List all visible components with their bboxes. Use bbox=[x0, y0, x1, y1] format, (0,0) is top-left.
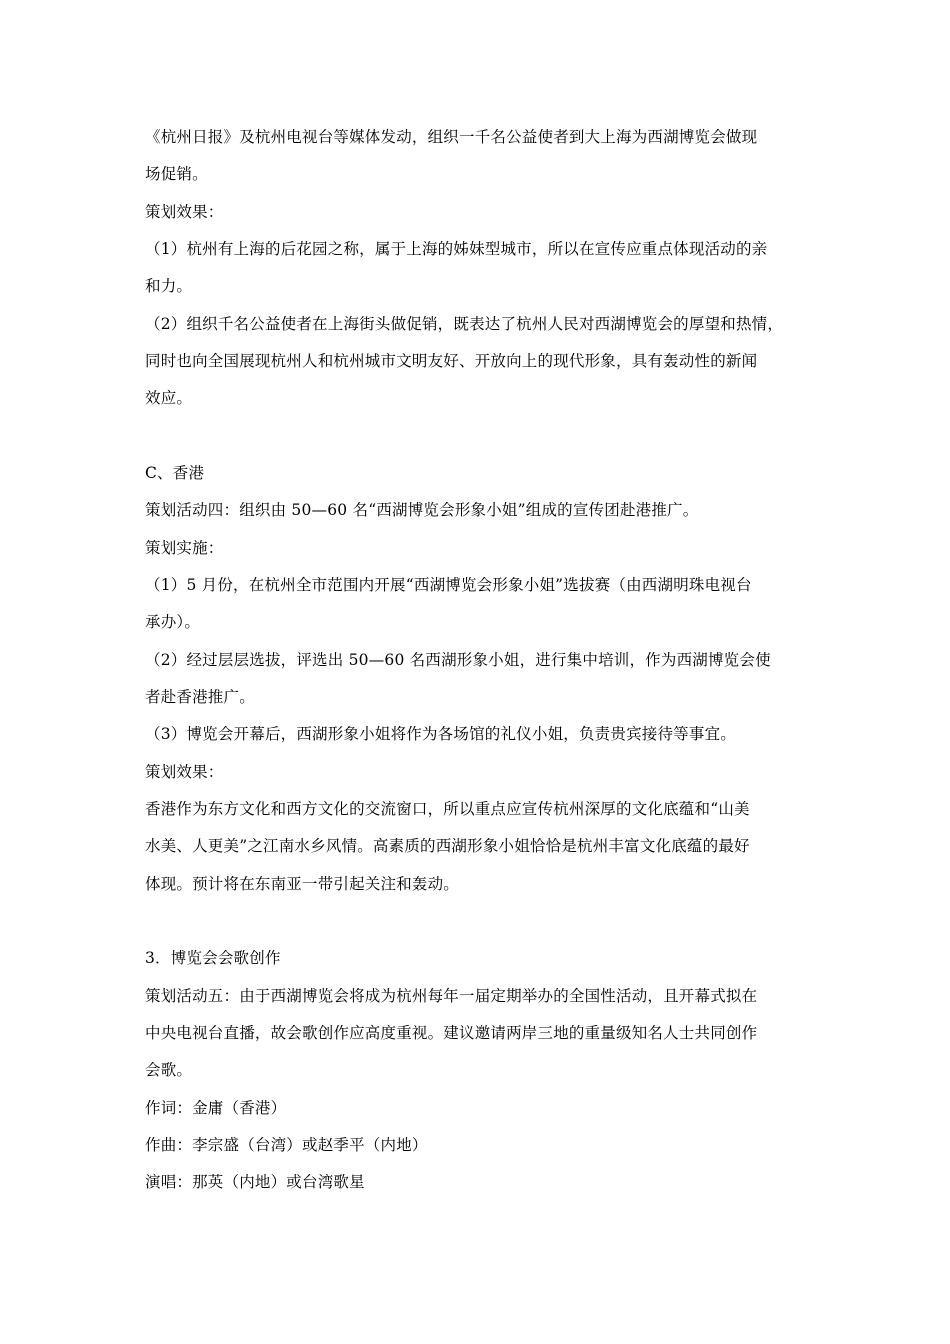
list-item-line: （1）5 月份，在杭州全市范围内开展“西湖博览会形象小姐”选拔赛（由西湖明珠电视台 bbox=[145, 576, 752, 594]
list-item-line: 和力。 bbox=[145, 277, 193, 295]
list-item-line: （3）博览会开幕后，西湖形象小姐将作为各场馆的礼仪小姐，负责贵宾接待等事宜。 bbox=[145, 725, 736, 743]
credit-composer: 作曲：李宗盛（台湾）或赵季平（内地） bbox=[145, 1136, 428, 1154]
paragraph-line: 水美、人更美”之江南水乡风情。高素质的西湖形象小姐恰恰是杭州丰富文化底蕴的最好 bbox=[145, 837, 750, 855]
list-item-line: 效应。 bbox=[145, 389, 193, 407]
activity-line: 中央电视台直播，故会歌创作应高度重视。建议邀请两岸三地的重量级知名人士共同创作 bbox=[145, 1024, 758, 1042]
implementation-heading: 策划实施： bbox=[145, 539, 224, 557]
list-item-line: 同时也向全国展现杭州人和杭州城市文明友好、开放向上的现代形象，具有轰动性的新闻 bbox=[145, 352, 758, 370]
list-item-line: 承办）。 bbox=[145, 613, 201, 631]
credit-singer: 演唱：那英（内地）或台湾歌星 bbox=[145, 1173, 365, 1191]
list-item-line: （2）组织千名公益使者在上海街头做促销，既表达了杭州人民对西湖博览会的厚望和热情， bbox=[145, 315, 784, 333]
effect-heading: 策划效果： bbox=[145, 203, 224, 221]
activity-line: 策划活动四：组织由 50—60 名“西湖博览会形象小姐”组成的宣传团赴港推广。 bbox=[145, 501, 699, 519]
list-item-line: （2）经过层层选拔，评选出 50—60 名西湖形象小姐，进行集中培训，作为西湖博览会使 bbox=[145, 651, 771, 669]
paragraph-line: 场促销。 bbox=[145, 165, 208, 183]
credit-lyricist: 作词：金庸（香港） bbox=[145, 1099, 287, 1117]
paragraph-line: 《杭州日报》及杭州电视台等媒体发动，组织一千名公益使者到大上海为西湖博览会做现 bbox=[145, 128, 758, 146]
effect-heading: 策划效果： bbox=[145, 763, 224, 781]
list-item-line: 者赴香港推广。 bbox=[145, 688, 255, 706]
paragraph-line: 体现。预计将在东南亚一带引起关注和轰动。 bbox=[145, 875, 460, 893]
paragraph-line: 香港作为东方文化和西方文化的交流窗口，所以重点应宣传杭州深厚的文化底蕴和“山美 bbox=[145, 800, 750, 818]
section-title: 3．博览会会歌创作 bbox=[145, 949, 281, 967]
list-item-line: （1）杭州有上海的后花园之称，属于上海的姊妹型城市，所以在宣传应重点体现活动的亲 bbox=[145, 240, 768, 258]
activity-line: 会歌。 bbox=[145, 1061, 193, 1079]
activity-line: 策划活动五：由于西湖博览会将成为杭州每年一届定期举办的全国性活动，且开幕式拟在 bbox=[145, 987, 758, 1005]
section-title: C、香港 bbox=[145, 464, 205, 482]
